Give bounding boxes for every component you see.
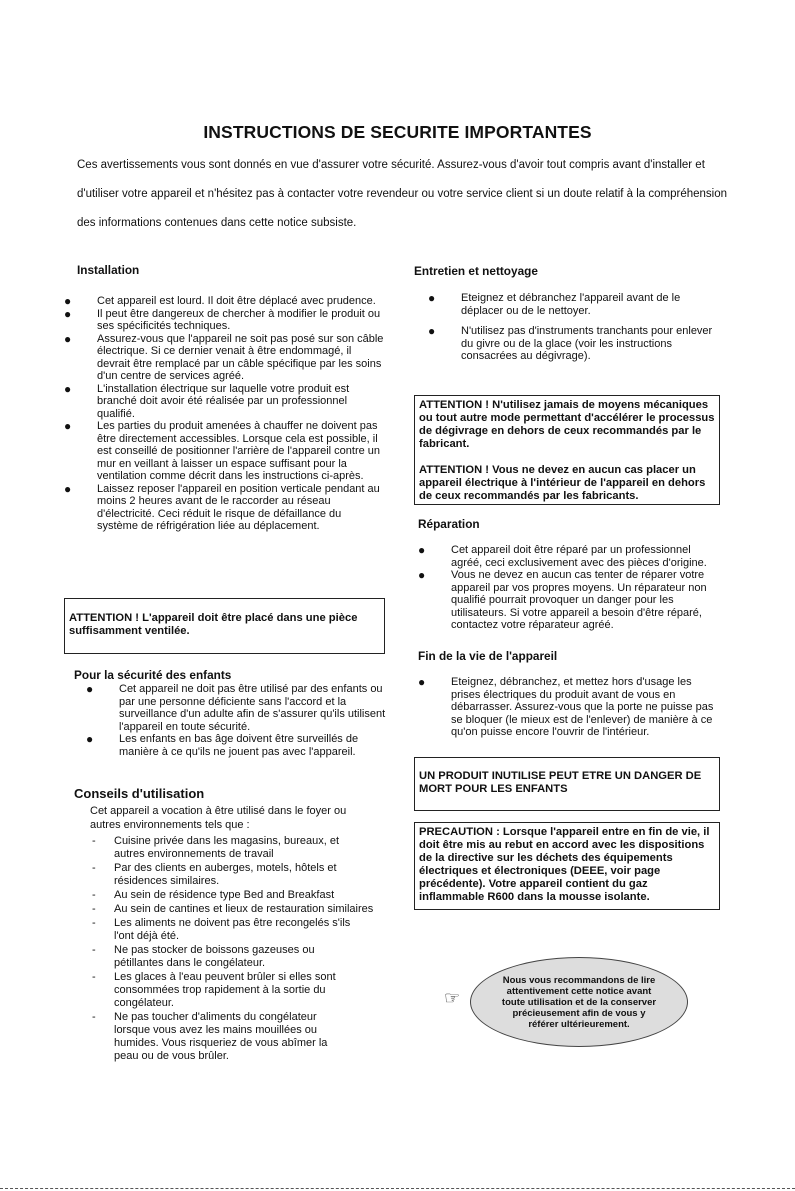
entretien-heading: Entretien et nettoyage [414,264,538,278]
list-item: - Au sein de cantines et lieux de restauration similaires [92,903,374,915]
intro-line-1: Ces avertissements vous sont donnés en vue d'assurer votre sécurité. Assurez-vous d'avoir tout compris avant d'installer et [77,159,705,171]
list-item: ● Cet appareil ne doit pas être utilisé par des enfants ou par une personne déficiente sans l'accord et la surveillance d'un adulte afin de s'assurer qu'ils utilisent l'appareil en toute sécurité. [86,682,386,733]
precaution-box: PRECAUTION : Lorsque l'appareil entre en fin de vie, il doit être mis au rebut en accord avec les dispositions de la directive sur les déchets des équipements électriques et électroniques (DEEE, voir page précédente). Votre appareil contient du gaz inflammable R600 dans la mousse isolante. [414,822,720,910]
intro-line-2: d'utiliser votre appareil et n'hésitez pas à contacter votre revendeur ou votre service client si un doute relatif à la compréhension [77,188,728,200]
bullet-icon: ● [64,381,72,396]
list-item: ● Laissez reposer l'appareil en position verticale pendant au moins 2 heures avant de le raccorder au réseau d'électricité. Ceci réduit le risque de défaillance du système de réfrigération liée au déplacement. [64,481,380,532]
bullet-icon: ● [64,481,72,496]
bullet-icon: ● [86,732,94,746]
list-item: - Cuisine privée dans les magasins, bureaux, et autres environnements de travail [92,835,340,860]
bullet-icon: ● [418,568,426,582]
attention-ventilation-box: ATTENTION ! L'appareil doit être placé dans une pièce suffisamment ventilée. [64,598,385,654]
reparation-list [418,544,718,632]
list-item: - Les glaces à l'eau peuvent brûler si elles sont consommées trop rapidement à la sortie du congélateur. [92,971,336,1009]
bullet-icon: ● [418,543,426,557]
list-item: ● Les enfants en bas âge doivent être surveillés de manière à ce qu'ils ne jouent pas avec l'appareil. [86,732,359,758]
list-item: ● Assurez-vous que l'appareil ne soit pas posé sur son câble électrique. Si ce dernier venait à être endommagé, il devrait être remplacé par un câble spécifique par les soins d'un centre de services agréé. [64,331,384,382]
list-item: ● L'installation électrique sur laquelle votre produit est branché doit avoir été réalisée par un professionnel qualifié. [64,381,350,420]
attention-paragraph-1: ATTENTION ! N'utilisez jamais de moyens mécaniques ou tout autre mode permettant d'accélérer le processus de dégivrage en dehors de ceux recommandés par le fabricant. [419,399,715,450]
fin-de-vie-heading: Fin de la vie de l'appareil [418,649,558,663]
bullet-icon: ● [428,324,436,338]
list-item: - Ne pas toucher d'aliments du congélateur lorsque vous avez les mains mouillées ou humides. Vous risqueriez de vous abîmer la peau ou de vous brûler. [92,1011,328,1062]
bullet-icon: ● [64,306,72,321]
danger-box: UN PRODUIT INUTILISE PEUT ETRE UN DANGER DE MORT POUR LES ENFANTS [414,757,720,811]
attention-paragraph-2: ATTENTION ! Vous ne devez en aucun cas placer un appareil électrique à l'intérieur de l'appareil en dehors de ceux recommandés par les fabricants. [419,464,706,502]
fin-de-vie-list [418,676,718,739]
list-item: - Par des clients en auberges, motels, hôtels et résidences similaires. [92,862,337,887]
bullet-icon: ● [86,682,94,696]
entretien-list [428,292,718,363]
list-item: - Les aliments ne doivent pas être recongelés s'ils l'ont déjà été. [92,917,351,942]
pointing-hand-icon: ☞ [444,988,461,1008]
list-item: - Au sein de résidence type Bed and Breakfast [92,889,335,901]
conseils-heading: Conseils d'utilisation [74,786,205,801]
bullet-icon: ● [64,419,72,433]
conseils-list [92,835,412,1064]
list-item: ● Eteignez et débranchez l'appareil avant de le déplacer ou de le nettoyer. [428,291,681,317]
recommendation-oval: Nous vous recommandons de lire attentivement cette notice avant toute utilisation et de la conserver précieusement afin de vous y référer ultérieurement. [470,957,688,1047]
bullet-icon: ● [428,291,436,305]
conseils-intro: Cet appareil a vocation à être utilisé dans le foyer ou autres environnements tels que : [90,805,347,831]
list-item: ● Il peut être dangereux de chercher à modifier le produit ou ses spécificités techniques. [64,306,381,332]
intro-line-3: des informations contenues dans cette notice subsiste. [77,217,357,229]
list-item: ● Cet appareil est lourd. Il doit être déplacé avec prudence. [64,294,376,308]
reparation-heading: Réparation [418,517,480,531]
list-item: ● Vous ne devez en aucun cas tenter de réparer votre appareil par vos propres moyens. Un réparateur non qualifié pourrait provoquer un danger pour les utilisateurs. Si votre appareil a besoin d'être réparé, contactez votre réparateur agréé. [418,568,707,631]
attention-degivrage-box [414,395,720,505]
bottom-divider [0,1188,795,1189]
list-item: - Ne pas stocker de boissons gazeuses ou pétillantes dans le congélateur. [92,944,315,969]
enfants-list [86,683,386,758]
bullet-icon: ● [64,331,72,346]
installation-heading: Installation [77,263,140,277]
page-title: INSTRUCTIONS DE SECURITE IMPORTANTES [203,122,592,142]
list-item: ● Les parties du produit amenées à chauffer ne doivent pas être directement accessibles. Lorsque cela est possible, il est conseillé de positionner l'arrière de l'appareil contre un mur en veillant à laisser un espace suffisant pour la ventilation comme décrit dans les instructions ci-après. [64,419,381,482]
enfants-heading: Pour la sécurité des enfants [74,668,232,682]
bullet-icon: ● [418,675,426,689]
installation-list [64,295,384,533]
list-item: ● Cet appareil doit être réparé par un professionnel agréé, ceci exclusivement avec des pièces d'origine. [418,543,707,569]
bullet-icon: ● [64,294,72,308]
list-item: ● Eteignez, débranchez, et mettez hors d'usage les prises électriques du produit avant de vous en débarrasser. Assurez-vous que la porte ne puisse pas se bloquer (le mieux est de l'enlever) de manière à ce qu'on puisse encore l'ouvrir de l'intérieur. [418,675,714,738]
list-item: ● N'utilisez pas d'instruments tranchants pour enlever du givre ou de la glace (voir les instructions consacrées au dégivrage). [428,324,713,362]
